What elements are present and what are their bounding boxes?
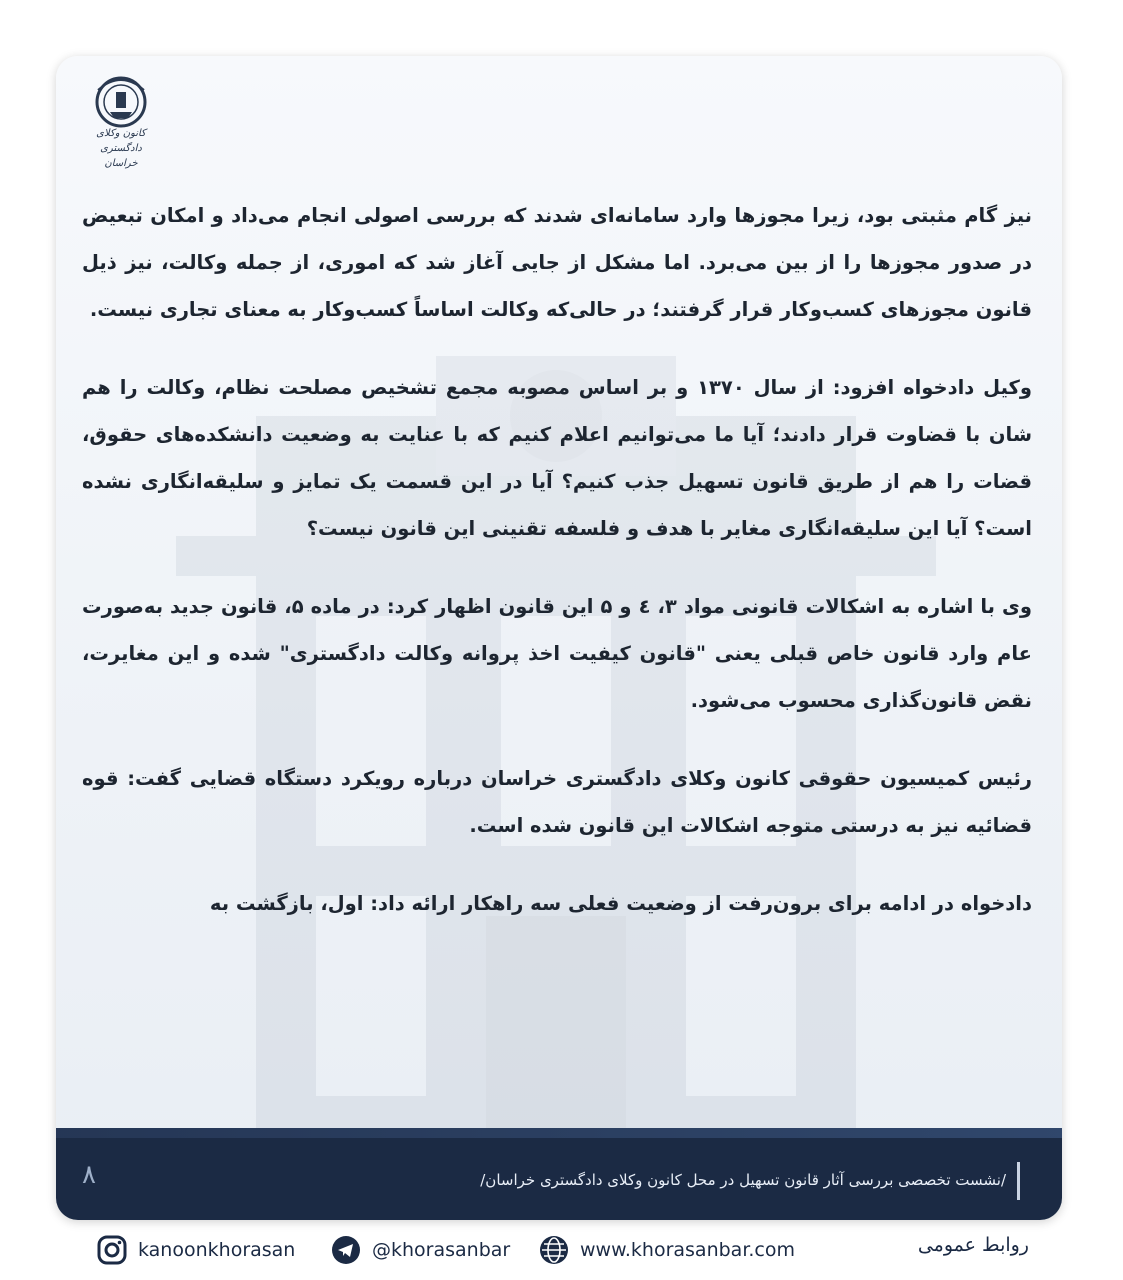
paragraph: رئیس کمیسیون حقوقی کانون وکلای دادگستری خراسان درباره رویکرد دستگاه قضایی گفت: قوه قضائیه نیز به درستی متوجه اشکالات این قانون شده است.	[82, 767, 1032, 837]
telegram-icon	[330, 1234, 362, 1266]
public-relations-label: روابط عمومی	[917, 1234, 1029, 1256]
logo-org-name: کانون وکلای دادگستری	[96, 128, 146, 154]
paragraph: نیز گام مثبتی بود، زیرا مجوزها وارد سامانه‌ای شدند که بررسی اصولی انجام می‌داد و امکان تبعیض در صدور مجوزها را از بین می‌برد. اما مشکل از جایی آغاز شد که اموری، از جمله وکالت، نیز ذیل قانون مجوزهای کسب‌وکار قرار گرفتند؛ در حالی‌که وکالت اساساً کسب‌وکار به معنای تجاری نیست.	[82, 204, 1032, 321]
paragraph: دادخواه در ادامه برای برون‌رفت از وضعیت فعلی سه راهکار ارائه داد: اول، بازگشت به	[209, 892, 1032, 915]
article-body	[82, 192, 1032, 958]
instagram-icon	[96, 1234, 128, 1266]
telegram-link[interactable]	[330, 1228, 510, 1272]
instagram-link[interactable]	[96, 1228, 295, 1272]
event-caption: /نشست تخصصی بررسی آثار قانون تسهیل در محل کانون وکلای دادگستری خراسان/	[480, 1171, 1006, 1189]
website-link[interactable]	[538, 1228, 795, 1272]
telegram-handle: @khorasanbar	[372, 1239, 511, 1261]
page-number: ۸	[82, 1160, 96, 1190]
caption-divider	[1017, 1162, 1020, 1200]
logo-caption	[80, 126, 162, 171]
globe-icon	[538, 1234, 570, 1266]
document-card	[56, 56, 1062, 1220]
logo-province: خراسان	[104, 158, 138, 169]
instagram-handle: kanoonkhorasan	[138, 1239, 296, 1261]
paragraph: وی با اشاره به اشکالات قانونی مواد ۳، ٤ و ۵ این قانون اظهار کرد: در ماده ۵، قانون جدید به‌صورت عام وارد قانون خاص قبلی یعنی "قانون کیفیت اخذ پروانه وکالت دادگستری" شده و این مغایرت، نقض قانون‌گذاری محسوب می‌شود.	[82, 595, 1032, 712]
paragraph: وکیل دادخواه افزود: از سال ۱۳۷۰ و بر اساس مصوبه مجمع تشخیص مصلحت نظام، وکالت را هم شان با قضاوت قرار دادند؛ آیا ما می‌توانیم اعلام کنیم که با عنایت به وضعیت دانشکده‌های حقوق، قضات را هم از طریق قانون تسهیل جذب کنیم؟ آیا در این قسمت یک تمایز و سلیقه‌انگاری نشده است؟ آیا این سلیقه‌انگاری مغایر با هدف و فلسفه تقنینی این قانون نیست؟	[82, 376, 1032, 540]
website-url: www.khorasanbar.com	[580, 1239, 796, 1261]
